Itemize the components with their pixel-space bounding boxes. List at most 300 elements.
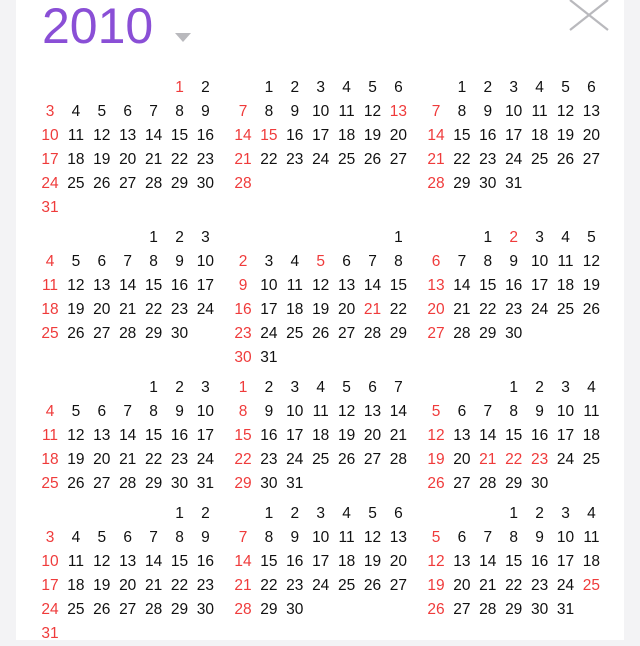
day-cell[interactable]: 16: [170, 427, 189, 444]
day-cell[interactable]: 21: [389, 427, 408, 444]
day-cell[interactable]: 3: [264, 253, 274, 270]
day-cell[interactable]: 17: [556, 427, 575, 444]
day-cell[interactable]: 28: [144, 175, 163, 192]
day-cell[interactable]: 10: [41, 553, 59, 570]
day-cell[interactable]: 25: [582, 577, 601, 594]
day-cell[interactable]: 10: [41, 127, 59, 144]
day-cell[interactable]: 14: [119, 427, 137, 444]
day-cell[interactable]: 30: [170, 325, 189, 342]
day-cell[interactable]: 13: [389, 103, 408, 120]
day-cell[interactable]: 24: [556, 451, 575, 468]
day-cell[interactable]: 27: [389, 577, 408, 594]
day-cell[interactable]: 26: [363, 151, 382, 168]
day-cell[interactable]: 4: [290, 253, 300, 270]
day-cell[interactable]: 30: [234, 349, 252, 366]
day-cell[interactable]: 29: [389, 325, 408, 342]
day-cell[interactable]: 18: [582, 427, 601, 444]
day-cell[interactable]: 24: [196, 301, 215, 318]
day-cell[interactable]: 6: [342, 253, 351, 270]
day-cell[interactable]: 27: [119, 175, 137, 192]
day-cell[interactable]: 5: [97, 529, 107, 546]
day-cell[interactable]: 9: [509, 253, 518, 270]
day-cell[interactable]: 24: [260, 325, 278, 342]
day-cell[interactable]: 15: [260, 553, 278, 570]
day-cell[interactable]: 10: [556, 529, 575, 546]
day-cell[interactable]: 18: [582, 553, 601, 570]
day-cell[interactable]: 25: [41, 325, 59, 342]
day-cell[interactable]: 16: [196, 553, 215, 570]
day-cell[interactable]: 25: [67, 601, 85, 618]
day-cell[interactable]: 23: [505, 301, 523, 318]
day-cell[interactable]: 7: [394, 379, 403, 396]
day-cell[interactable]: 5: [368, 505, 377, 522]
day-cell[interactable]: 30: [196, 601, 215, 618]
day-cell[interactable]: 22: [170, 577, 189, 594]
day-cell[interactable]: 22: [170, 151, 189, 168]
day-cell[interactable]: 17: [286, 427, 304, 444]
day-cell[interactable]: 31: [556, 601, 575, 618]
day-cell[interactable]: 30: [505, 325, 523, 342]
day-cell[interactable]: 11: [41, 277, 59, 294]
day-cell[interactable]: 12: [427, 427, 445, 444]
day-cell[interactable]: 3: [201, 229, 210, 246]
day-cell[interactable]: 3: [561, 379, 570, 396]
day-cell[interactable]: 5: [316, 253, 325, 270]
day-cell[interactable]: 8: [457, 103, 467, 120]
day-cell[interactable]: 30: [260, 475, 278, 492]
day-cell[interactable]: 29: [144, 475, 163, 492]
day-cell[interactable]: 20: [363, 427, 382, 444]
day-cell[interactable]: 14: [363, 277, 382, 294]
day-cell[interactable]: 5: [431, 403, 441, 420]
day-cell[interactable]: 10: [196, 253, 215, 270]
day-cell[interactable]: 17: [505, 127, 523, 144]
day-cell[interactable]: 23: [530, 451, 549, 468]
day-cell[interactable]: 13: [337, 277, 356, 294]
day-cell[interactable]: 15: [260, 127, 278, 144]
day-cell[interactable]: 26: [93, 601, 111, 618]
day-cell[interactable]: 1: [509, 505, 518, 522]
day-cell[interactable]: 31: [41, 199, 59, 216]
day-cell[interactable]: 8: [509, 529, 518, 546]
day-cell[interactable]: 12: [427, 553, 445, 570]
day-cell[interactable]: 19: [67, 301, 85, 318]
day-cell[interactable]: 13: [93, 277, 111, 294]
day-cell[interactable]: 15: [234, 427, 252, 444]
day-cell[interactable]: 2: [201, 505, 210, 522]
day-cell[interactable]: 23: [479, 151, 497, 168]
day-cell[interactable]: 7: [149, 103, 158, 120]
day-cell[interactable]: 4: [71, 529, 81, 546]
day-cell[interactable]: 21: [119, 301, 137, 318]
day-cell[interactable]: 1: [457, 79, 467, 96]
day-cell[interactable]: 9: [535, 403, 544, 420]
day-cell[interactable]: 27: [363, 451, 382, 468]
day-cell[interactable]: 11: [41, 427, 59, 444]
day-cell[interactable]: 22: [260, 577, 278, 594]
day-cell[interactable]: 20: [582, 127, 601, 144]
day-cell[interactable]: 14: [119, 277, 137, 294]
day-cell[interactable]: 8: [394, 253, 403, 270]
day-cell[interactable]: 2: [535, 379, 544, 396]
day-cell[interactable]: 22: [260, 151, 278, 168]
day-cell[interactable]: 27: [93, 475, 111, 492]
day-cell[interactable]: 29: [170, 601, 189, 618]
day-cell[interactable]: 23: [170, 301, 189, 318]
day-cell[interactable]: 7: [149, 529, 158, 546]
day-cell[interactable]: 14: [427, 127, 445, 144]
day-cell[interactable]: 14: [144, 553, 163, 570]
day-cell[interactable]: 15: [453, 127, 471, 144]
day-cell[interactable]: 12: [363, 529, 382, 546]
day-cell[interactable]: 1: [264, 79, 274, 96]
day-cell[interactable]: 31: [505, 175, 523, 192]
day-cell[interactable]: 25: [556, 301, 575, 318]
day-cell[interactable]: 26: [427, 601, 445, 618]
day-cell[interactable]: 30: [170, 475, 189, 492]
day-cell[interactable]: 9: [238, 277, 248, 294]
day-cell[interactable]: 9: [201, 103, 210, 120]
day-cell[interactable]: 21: [144, 577, 163, 594]
day-cell[interactable]: 25: [67, 175, 85, 192]
day-cell[interactable]: 20: [119, 577, 137, 594]
day-cell[interactable]: 26: [67, 325, 85, 342]
day-cell[interactable]: 18: [337, 127, 356, 144]
day-cell[interactable]: 8: [175, 529, 184, 546]
day-cell[interactable]: 29: [505, 475, 523, 492]
day-cell[interactable]: 11: [67, 553, 84, 570]
day-cell[interactable]: 2: [264, 379, 274, 396]
day-cell[interactable]: 13: [453, 427, 471, 444]
day-cell[interactable]: 7: [457, 253, 467, 270]
day-cell[interactable]: 5: [71, 253, 81, 270]
day-cell[interactable]: 6: [97, 253, 107, 270]
day-cell[interactable]: 3: [45, 103, 55, 120]
day-cell[interactable]: 6: [123, 529, 132, 546]
day-cell[interactable]: 19: [427, 451, 445, 468]
day-cell[interactable]: 4: [342, 505, 351, 522]
day-cell[interactable]: 11: [583, 529, 600, 546]
day-cell[interactable]: 30: [530, 475, 549, 492]
day-cell[interactable]: 20: [453, 577, 471, 594]
day-cell[interactable]: 9: [290, 103, 300, 120]
day-cell[interactable]: 3: [509, 79, 518, 96]
day-cell[interactable]: 20: [389, 553, 408, 570]
day-cell[interactable]: 3: [316, 505, 325, 522]
day-cell[interactable]: 23: [286, 151, 304, 168]
day-cell[interactable]: 8: [264, 529, 274, 546]
day-cell[interactable]: 9: [264, 403, 274, 420]
day-cell[interactable]: 24: [556, 577, 575, 594]
day-cell[interactable]: 7: [368, 253, 377, 270]
day-cell[interactable]: 11: [67, 127, 84, 144]
day-cell[interactable]: 24: [530, 301, 549, 318]
day-cell[interactable]: 30: [196, 175, 215, 192]
day-cell[interactable]: 2: [175, 229, 184, 246]
day-cell[interactable]: 4: [316, 379, 325, 396]
day-cell[interactable]: 28: [119, 475, 137, 492]
day-cell[interactable]: 27: [453, 475, 471, 492]
day-cell[interactable]: 3: [290, 379, 300, 396]
day-cell[interactable]: 19: [427, 577, 445, 594]
day-cell[interactable]: 1: [394, 229, 403, 246]
day-cell[interactable]: 19: [582, 277, 601, 294]
day-cell[interactable]: 2: [509, 229, 518, 246]
day-cell[interactable]: 17: [196, 277, 215, 294]
day-cell[interactable]: 6: [394, 79, 403, 96]
day-cell[interactable]: 5: [342, 379, 351, 396]
day-cell[interactable]: 8: [509, 403, 518, 420]
day-cell[interactable]: 1: [175, 505, 184, 522]
day-cell[interactable]: 29: [170, 175, 189, 192]
day-cell[interactable]: 1: [149, 379, 158, 396]
day-cell[interactable]: 24: [196, 451, 215, 468]
day-cell[interactable]: 17: [312, 127, 330, 144]
day-cell[interactable]: 18: [312, 427, 330, 444]
day-cell[interactable]: 5: [561, 79, 570, 96]
day-cell[interactable]: 18: [41, 301, 59, 318]
year-dropdown-caret-icon[interactable]: [175, 33, 191, 42]
day-cell[interactable]: 22: [389, 301, 408, 318]
day-cell[interactable]: 24: [505, 151, 523, 168]
day-cell[interactable]: 10: [556, 403, 575, 420]
day-cell[interactable]: 10: [530, 253, 549, 270]
day-cell[interactable]: 22: [453, 151, 471, 168]
day-cell[interactable]: 5: [587, 229, 596, 246]
day-cell[interactable]: 2: [238, 253, 248, 270]
day-cell[interactable]: 28: [234, 601, 252, 618]
day-cell[interactable]: 28: [363, 325, 382, 342]
day-cell[interactable]: 15: [389, 277, 408, 294]
day-cell[interactable]: 19: [67, 451, 85, 468]
day-cell[interactable]: 22: [505, 577, 523, 594]
day-cell[interactable]: 13: [93, 427, 111, 444]
day-cell[interactable]: 24: [312, 151, 330, 168]
day-cell[interactable]: 14: [234, 553, 252, 570]
day-cell[interactable]: 19: [363, 127, 382, 144]
day-cell[interactable]: 13: [119, 553, 137, 570]
day-cell[interactable]: 21: [234, 577, 252, 594]
day-cell[interactable]: 11: [338, 529, 355, 546]
day-cell[interactable]: 28: [119, 325, 137, 342]
day-cell[interactable]: 11: [583, 403, 600, 420]
day-cell[interactable]: 14: [389, 403, 408, 420]
day-cell[interactable]: 7: [483, 529, 493, 546]
day-cell[interactable]: 12: [337, 403, 356, 420]
day-cell[interactable]: 11: [531, 103, 548, 120]
day-cell[interactable]: 5: [71, 403, 81, 420]
day-cell[interactable]: 8: [238, 403, 248, 420]
day-cell[interactable]: 26: [312, 325, 330, 342]
year-title[interactable]: 2010: [42, 0, 154, 54]
day-cell[interactable]: 7: [238, 529, 248, 546]
day-cell[interactable]: 18: [41, 451, 59, 468]
day-cell[interactable]: 16: [234, 301, 252, 318]
day-cell[interactable]: 27: [453, 601, 471, 618]
day-cell[interactable]: 14: [234, 127, 252, 144]
day-cell[interactable]: 21: [234, 151, 252, 168]
day-cell[interactable]: 6: [587, 79, 596, 96]
day-cell[interactable]: 25: [582, 451, 601, 468]
day-cell[interactable]: 13: [427, 277, 445, 294]
day-cell[interactable]: 30: [479, 175, 497, 192]
day-cell[interactable]: 12: [312, 277, 330, 294]
day-cell[interactable]: 17: [196, 427, 215, 444]
day-cell[interactable]: 28: [144, 601, 163, 618]
day-cell[interactable]: 16: [170, 277, 189, 294]
day-cell[interactable]: 18: [67, 577, 85, 594]
day-cell[interactable]: 18: [530, 127, 549, 144]
day-cell[interactable]: 10: [312, 103, 330, 120]
day-cell[interactable]: 23: [234, 325, 252, 342]
day-cell[interactable]: 12: [556, 103, 575, 120]
day-cell[interactable]: 31: [41, 625, 59, 642]
day-cell[interactable]: 29: [505, 601, 523, 618]
day-cell[interactable]: 8: [483, 253, 493, 270]
day-cell[interactable]: 2: [201, 79, 210, 96]
day-cell[interactable]: 25: [337, 577, 356, 594]
day-cell[interactable]: 26: [67, 475, 85, 492]
day-cell[interactable]: 15: [144, 277, 163, 294]
day-cell[interactable]: 10: [196, 403, 215, 420]
day-cell[interactable]: 4: [342, 79, 351, 96]
day-cell[interactable]: 18: [67, 151, 85, 168]
day-cell[interactable]: 25: [312, 451, 330, 468]
day-cell[interactable]: 8: [175, 103, 184, 120]
day-cell[interactable]: 24: [286, 451, 304, 468]
day-cell[interactable]: 6: [368, 379, 377, 396]
day-cell[interactable]: 20: [93, 451, 111, 468]
day-cell[interactable]: 17: [556, 553, 575, 570]
day-cell[interactable]: 24: [312, 577, 330, 594]
day-cell[interactable]: 3: [45, 529, 55, 546]
day-cell[interactable]: 16: [196, 127, 215, 144]
day-cell[interactable]: 5: [97, 103, 107, 120]
day-cell[interactable]: 9: [175, 403, 184, 420]
day-cell[interactable]: 20: [337, 301, 356, 318]
day-cell[interactable]: 3: [316, 79, 325, 96]
day-cell[interactable]: 9: [175, 253, 184, 270]
day-cell[interactable]: 15: [170, 553, 189, 570]
day-cell[interactable]: 26: [427, 475, 445, 492]
day-cell[interactable]: 29: [234, 475, 252, 492]
day-cell[interactable]: 23: [286, 577, 304, 594]
day-cell[interactable]: 12: [93, 553, 111, 570]
day-cell[interactable]: 21: [119, 451, 137, 468]
day-cell[interactable]: 27: [389, 151, 408, 168]
day-cell[interactable]: 31: [196, 475, 215, 492]
close-icon[interactable]: [568, 0, 610, 32]
day-cell[interactable]: 6: [97, 403, 107, 420]
day-cell[interactable]: 20: [389, 127, 408, 144]
day-cell[interactable]: 5: [368, 79, 377, 96]
day-cell[interactable]: 17: [530, 277, 549, 294]
day-cell[interactable]: 28: [234, 175, 252, 192]
day-cell[interactable]: 12: [93, 127, 111, 144]
day-cell[interactable]: 23: [196, 577, 215, 594]
day-cell[interactable]: 9: [535, 529, 544, 546]
day-cell[interactable]: 20: [453, 451, 471, 468]
day-cell[interactable]: 16: [530, 427, 549, 444]
day-cell[interactable]: 6: [457, 529, 467, 546]
day-cell[interactable]: 4: [535, 79, 544, 96]
day-cell[interactable]: 29: [453, 175, 471, 192]
day-cell[interactable]: 15: [505, 553, 523, 570]
day-cell[interactable]: 22: [234, 451, 252, 468]
day-cell[interactable]: 28: [479, 475, 497, 492]
day-cell[interactable]: 2: [290, 79, 300, 96]
day-cell[interactable]: 20: [427, 301, 445, 318]
day-cell[interactable]: 27: [93, 325, 111, 342]
day-cell[interactable]: 7: [238, 103, 248, 120]
day-cell[interactable]: 24: [41, 175, 59, 192]
day-cell[interactable]: 12: [363, 103, 382, 120]
day-cell[interactable]: 13: [582, 103, 601, 120]
day-cell[interactable]: 20: [93, 301, 111, 318]
day-cell[interactable]: 3: [201, 379, 210, 396]
day-cell[interactable]: 3: [561, 505, 570, 522]
day-cell[interactable]: 14: [453, 277, 471, 294]
day-cell[interactable]: 2: [535, 505, 544, 522]
day-cell[interactable]: 13: [389, 529, 408, 546]
day-cell[interactable]: 31: [286, 475, 304, 492]
day-cell[interactable]: 12: [67, 277, 85, 294]
day-cell[interactable]: 21: [363, 301, 382, 318]
day-cell[interactable]: 18: [556, 277, 575, 294]
day-cell[interactable]: 15: [479, 277, 497, 294]
day-cell[interactable]: 26: [363, 577, 382, 594]
day-cell[interactable]: 1: [264, 505, 274, 522]
day-cell[interactable]: 2: [175, 379, 184, 396]
day-cell[interactable]: 29: [479, 325, 497, 342]
day-cell[interactable]: 4: [587, 379, 596, 396]
day-cell[interactable]: 28: [479, 601, 497, 618]
day-cell[interactable]: 23: [260, 451, 278, 468]
day-cell[interactable]: 22: [505, 451, 523, 468]
day-cell[interactable]: 14: [479, 427, 497, 444]
day-cell[interactable]: 9: [483, 103, 493, 120]
day-cell[interactable]: 19: [556, 127, 575, 144]
day-cell[interactable]: 6: [431, 253, 441, 270]
day-cell[interactable]: 13: [453, 553, 471, 570]
day-cell[interactable]: 8: [149, 403, 158, 420]
day-cell[interactable]: 17: [312, 553, 330, 570]
day-cell[interactable]: 10: [286, 403, 304, 420]
day-cell[interactable]: 12: [67, 427, 85, 444]
day-cell[interactable]: 13: [363, 403, 382, 420]
day-cell[interactable]: 21: [479, 577, 497, 594]
day-cell[interactable]: 26: [337, 451, 356, 468]
day-cell[interactable]: 8: [264, 103, 274, 120]
day-cell[interactable]: 27: [582, 151, 601, 168]
day-cell[interactable]: 11: [312, 403, 329, 420]
day-cell[interactable]: 7: [431, 103, 441, 120]
day-cell[interactable]: 28: [389, 451, 408, 468]
day-cell[interactable]: 30: [286, 601, 304, 618]
day-cell[interactable]: 1: [483, 229, 493, 246]
day-cell[interactable]: 19: [93, 151, 111, 168]
day-cell[interactable]: 4: [71, 103, 81, 120]
day-cell[interactable]: 16: [479, 127, 497, 144]
day-cell[interactable]: 1: [149, 229, 158, 246]
day-cell[interactable]: 17: [41, 577, 59, 594]
day-cell[interactable]: 24: [41, 601, 59, 618]
day-cell[interactable]: 29: [260, 601, 278, 618]
day-cell[interactable]: 28: [427, 175, 445, 192]
day-cell[interactable]: 3: [535, 229, 544, 246]
day-cell[interactable]: 21: [144, 151, 163, 168]
day-cell[interactable]: 27: [427, 325, 445, 342]
